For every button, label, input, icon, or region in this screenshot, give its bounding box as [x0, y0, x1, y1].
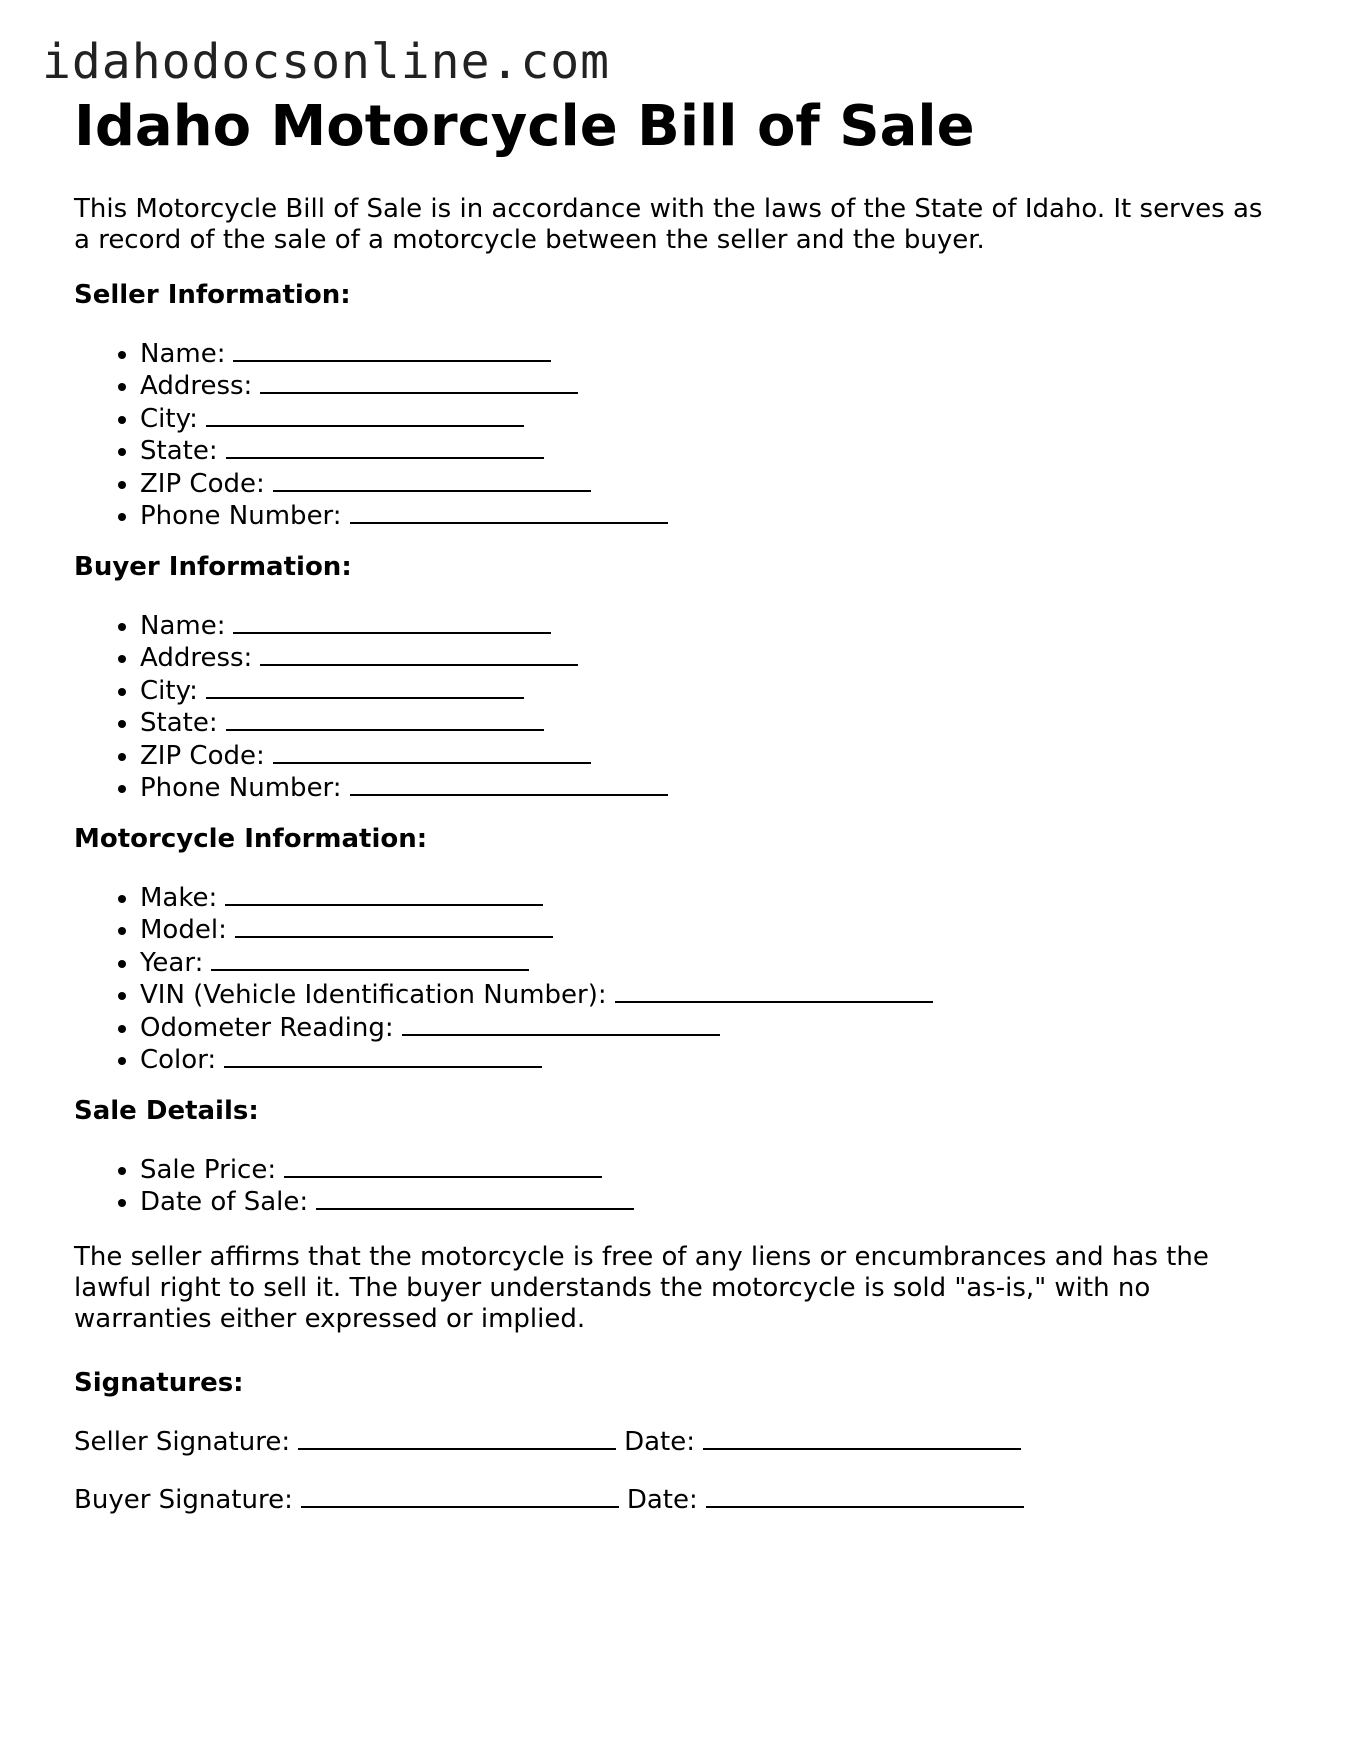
motorcycle-make-field[interactable]	[225, 882, 543, 906]
field-label: Phone Number:	[140, 501, 342, 532]
buyer-field-list	[74, 610, 668, 804]
seller-address-item	[140, 370, 668, 402]
seller-field-list	[74, 338, 668, 532]
seller-name-field[interactable]	[233, 338, 551, 362]
seller-phone-item	[140, 500, 668, 532]
document-body	[74, 92, 1274, 1515]
document-title: Idaho Motorcycle Bill of Sale	[74, 94, 975, 159]
sale-heading: Sale Details:	[74, 1096, 259, 1126]
buyer-zip-item	[140, 740, 668, 772]
field-label: Phone Number:	[140, 773, 342, 804]
buyer-city-field[interactable]	[206, 675, 524, 699]
motorcycle-odometer-item	[140, 1012, 933, 1044]
buyer-signature-field[interactable]	[301, 1484, 619, 1508]
field-label: City:	[140, 403, 198, 434]
buyer-date-field[interactable]	[706, 1484, 1024, 1508]
field-label: Color:	[140, 1045, 217, 1076]
motorcycle-heading: Motorcycle Information:	[74, 824, 428, 854]
sale-price-field[interactable]	[284, 1154, 602, 1178]
buyer-heading: Buyer Information:	[74, 552, 352, 582]
field-label: Sale Price:	[140, 1155, 277, 1185]
motorcycle-odometer-field[interactable]	[402, 1012, 720, 1036]
seller-zip-field[interactable]	[273, 468, 591, 492]
field-label: ZIP Code:	[140, 740, 265, 771]
buyer-name-field[interactable]	[233, 610, 551, 634]
buyer-signature-row	[74, 1484, 1024, 1516]
field-label: Odometer Reading:	[140, 1012, 394, 1043]
motorcycle-year-field[interactable]	[211, 947, 529, 971]
seller-state-item	[140, 435, 668, 467]
field-label: ZIP Code:	[140, 468, 265, 499]
buyer-date-label: Date:	[626, 1485, 698, 1515]
field-label: Name:	[140, 339, 226, 369]
seller-signature-row	[74, 1426, 1021, 1458]
field-label: City:	[140, 675, 198, 706]
sale-field-list	[74, 1154, 634, 1219]
seller-name-item	[140, 338, 668, 370]
buyer-name-item	[140, 610, 668, 642]
seller-signature-label: Seller Signature:	[74, 1427, 291, 1457]
field-label: Address:	[140, 643, 253, 674]
affirmation-paragraph: The seller affirms that the motorcycle is free of any liens or encumbrances and has the lawful right to sell it. The buyer understands the motorcycle is sold "as-is," with no warranties either expressed or implied.	[74, 1242, 1209, 1334]
field-label: Date of Sale:	[140, 1187, 309, 1218]
seller-city-item	[140, 403, 668, 435]
site-watermark: idahodocsonline.com	[42, 34, 611, 90]
motorcycle-field-list	[74, 882, 933, 1076]
field-label: State:	[140, 436, 218, 467]
seller-city-field[interactable]	[206, 403, 524, 427]
motorcycle-model-field[interactable]	[235, 914, 553, 938]
field-label: Year:	[140, 947, 204, 978]
field-label: Make:	[140, 883, 218, 913]
seller-state-field[interactable]	[226, 435, 544, 459]
motorcycle-vin-item	[140, 979, 933, 1011]
buyer-phone-field[interactable]	[350, 772, 668, 796]
buyer-phone-item	[140, 772, 668, 804]
buyer-city-item	[140, 675, 668, 707]
buyer-state-item	[140, 707, 668, 739]
buyer-signature-label: Buyer Signature:	[74, 1485, 293, 1515]
buyer-address-field[interactable]	[260, 642, 578, 666]
motorcycle-make-item	[140, 882, 933, 914]
seller-zip-item	[140, 468, 668, 500]
motorcycle-color-field[interactable]	[224, 1044, 542, 1068]
seller-address-field[interactable]	[260, 370, 578, 394]
buyer-zip-field[interactable]	[273, 740, 591, 764]
seller-heading: Seller Information:	[74, 280, 351, 310]
motorcycle-model-item	[140, 914, 933, 946]
field-label: Address:	[140, 371, 253, 402]
sale-price-item	[140, 1154, 634, 1186]
field-label: Name:	[140, 611, 226, 641]
seller-date-label: Date:	[624, 1427, 695, 1457]
seller-signature-field[interactable]	[298, 1426, 616, 1450]
motorcycle-year-item	[140, 947, 933, 979]
sale-date-item	[140, 1186, 634, 1218]
buyer-state-field[interactable]	[226, 707, 544, 731]
motorcycle-color-item	[140, 1044, 933, 1076]
intro-paragraph: This Motorcycle Bill of Sale is in accordance with the laws of the State of Idaho. It serves as a record of the sale of a motorcycle between the seller and the buyer.	[74, 194, 1263, 255]
sale-date-field[interactable]	[316, 1186, 634, 1210]
seller-date-field[interactable]	[703, 1426, 1021, 1450]
motorcycle-vin-field[interactable]	[615, 979, 933, 1003]
signatures-heading: Signatures:	[74, 1368, 244, 1398]
buyer-address-item	[140, 642, 668, 674]
field-label: VIN (Vehicle Identification Number):	[140, 980, 607, 1011]
field-label: Model:	[140, 915, 227, 946]
seller-phone-field[interactable]	[350, 500, 668, 524]
field-label: State:	[140, 708, 218, 739]
